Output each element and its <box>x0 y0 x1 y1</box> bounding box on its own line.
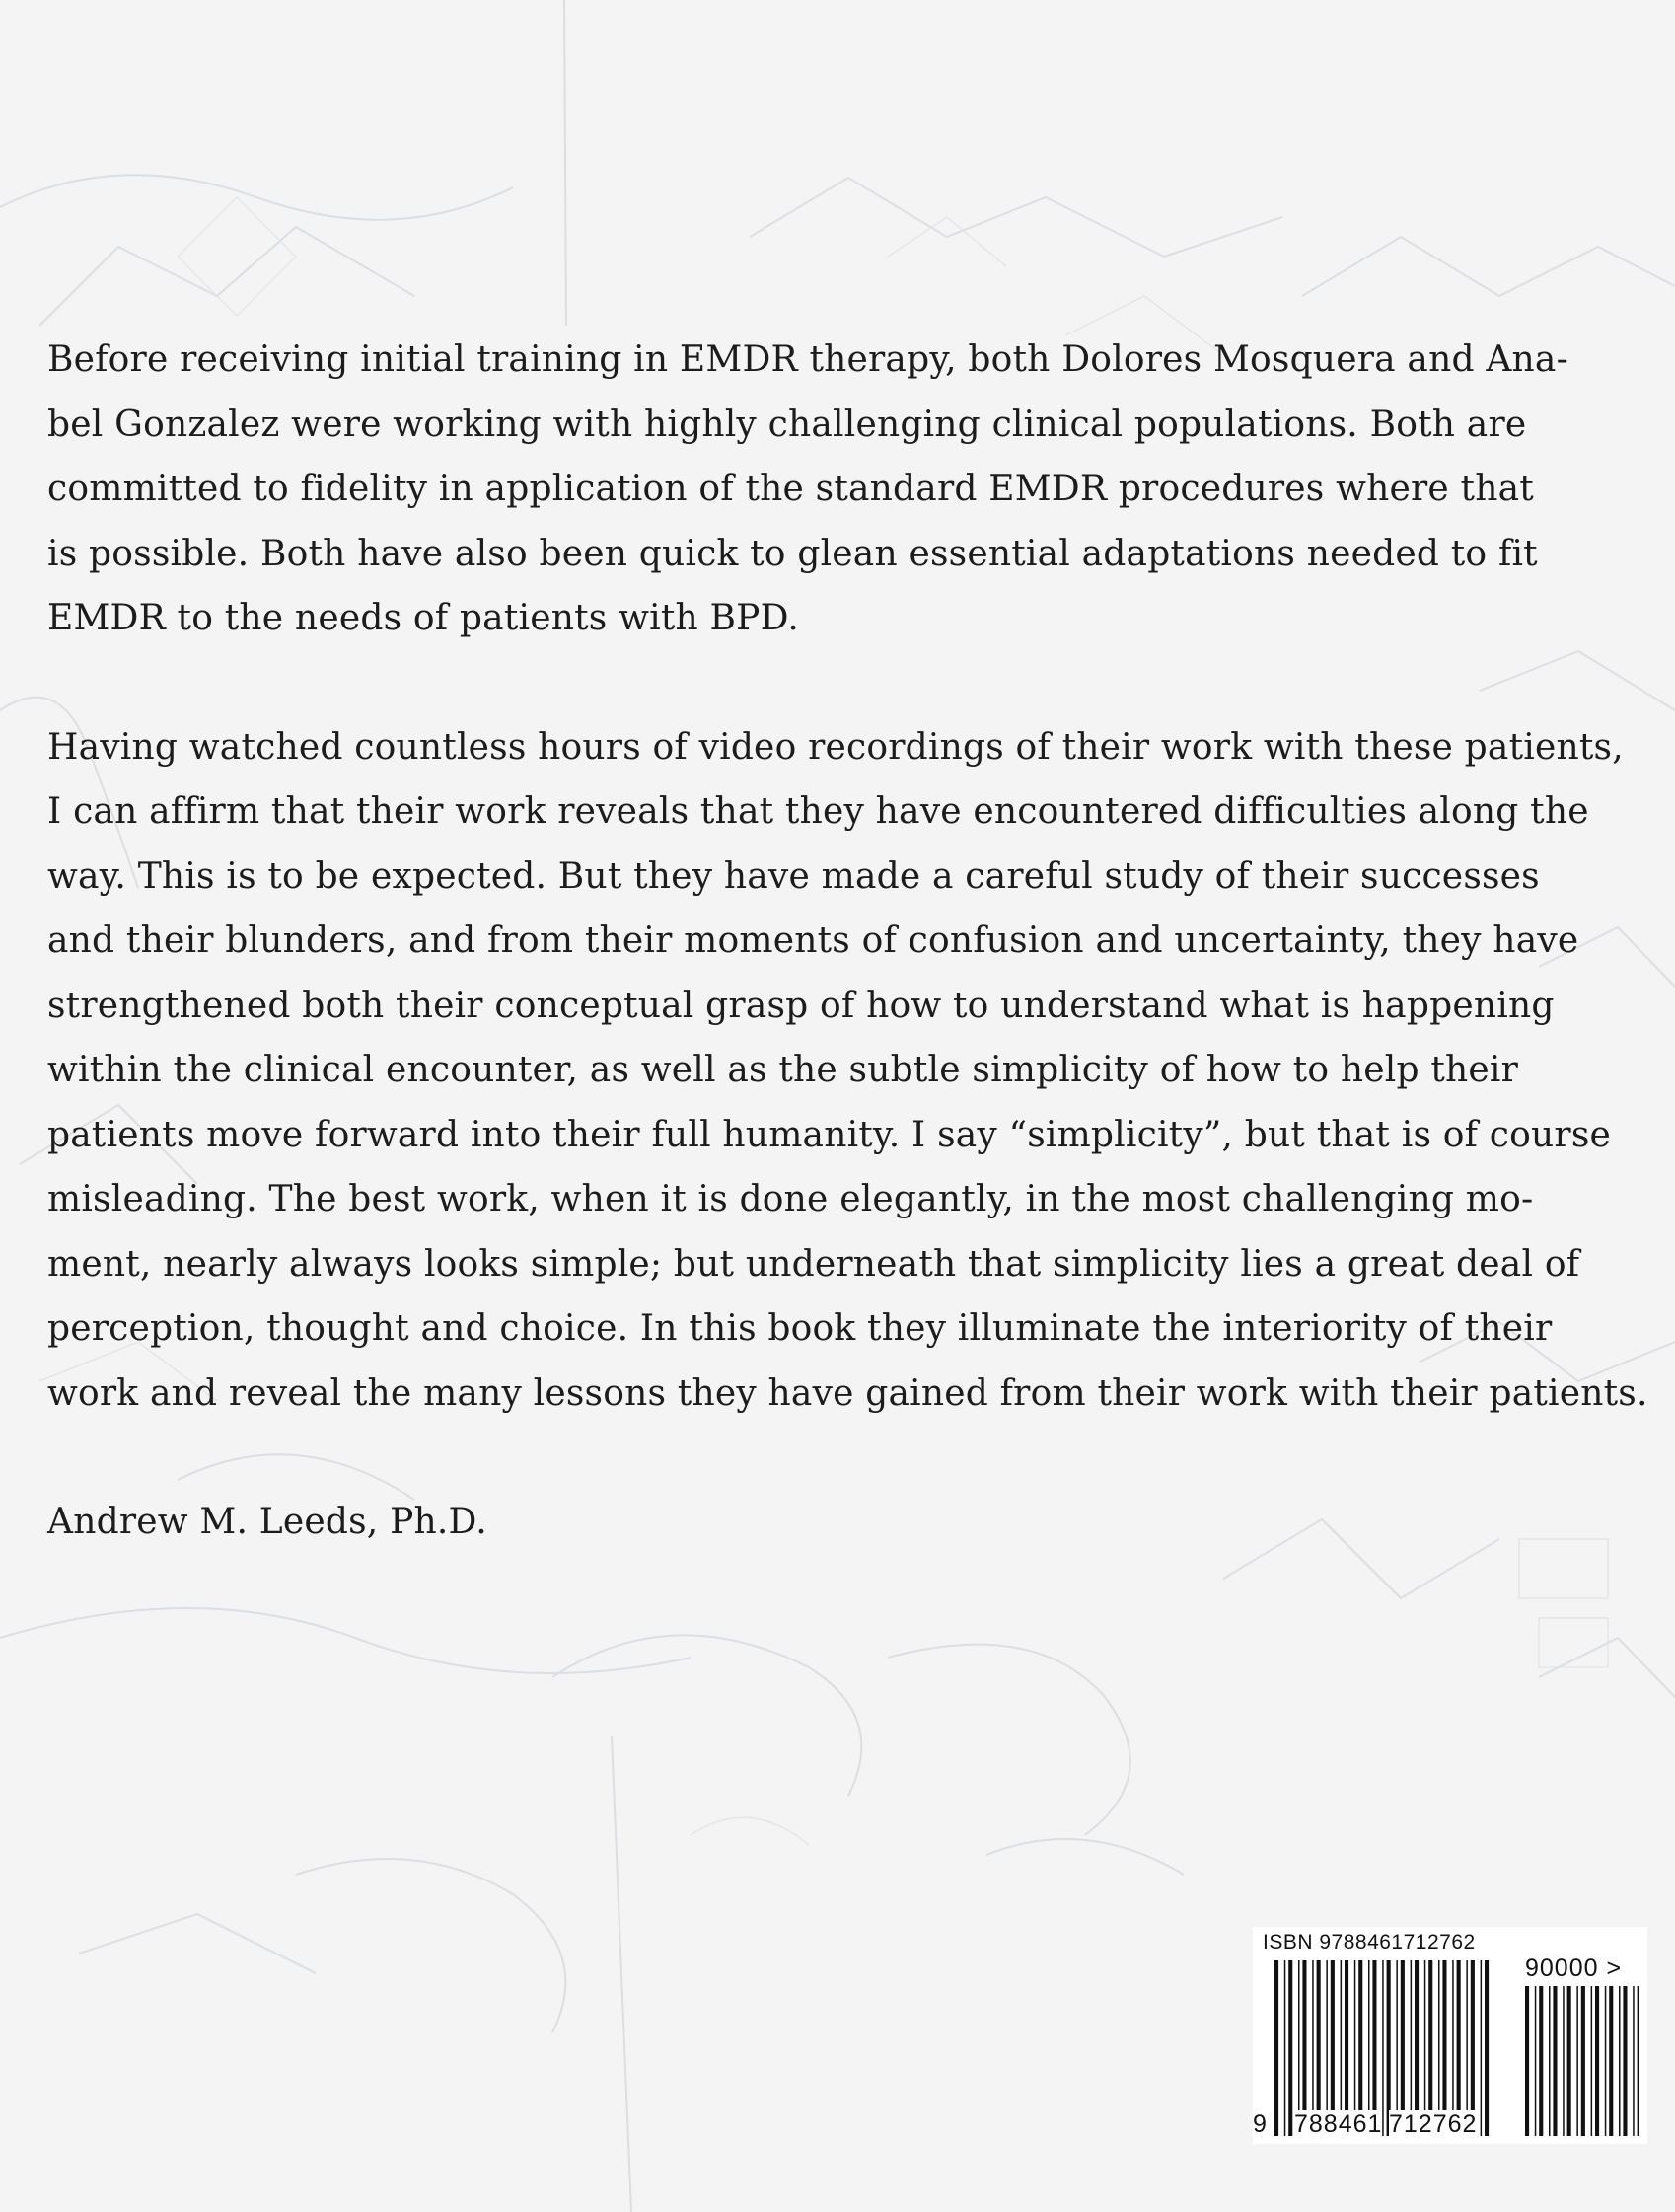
blurb-paragraph-1 <box>47 328 1586 651</box>
barcode-bar <box>1609 1986 1613 2136</box>
barcode-bar <box>1591 1986 1593 2136</box>
barcode-bar <box>1633 1986 1635 2136</box>
barcode-digits-right: 712762 <box>1389 2110 1478 2138</box>
blurb-line: work and reveal the many lessons they have gained from their work with their patients. <box>47 1372 1648 1414</box>
price-code: 90000 > <box>1525 1954 1623 1982</box>
barcode-digits-left: 788461 <box>1294 2110 1383 2138</box>
blurb-paragraph-2 <box>47 715 1648 1427</box>
barcode-bar <box>1284 1960 1286 2136</box>
blurb-line: patients move forward into their full humanity. I say “simplicity”, but that is of course <box>47 1114 1612 1155</box>
barcode-bar <box>1553 1986 1557 2136</box>
barcode-bar <box>1535 1986 1537 2136</box>
barcode-digit-first: 9 <box>1253 2110 1268 2138</box>
barcode-bar <box>1638 1986 1639 2136</box>
barcode-bar <box>1539 1986 1543 2136</box>
blurb-line: misleading. The best work, when it is done elegantly, in the most challenging mo- <box>47 1179 1534 1219</box>
barcode-bar <box>1567 1986 1571 2136</box>
barcode-bar <box>1549 1986 1551 2136</box>
blurb-line: I can affirm that their work reveals that they have encountered difficulties along the <box>47 791 1589 832</box>
barcode-bar <box>1595 1986 1599 2136</box>
barcode-bar <box>1274 1960 1278 2136</box>
blurb-line: perception, thought and choice. In this book they illuminate the interiority of their <box>47 1308 1553 1349</box>
blurb-line: Having watched countless hours of video recordings of their work with these patients, <box>47 726 1624 768</box>
barcode-bar <box>1581 1986 1585 2136</box>
barcode-bar <box>1525 1986 1529 2136</box>
blurb-line: and their blunders, and from their moments of confusion and uncertainty, they have <box>47 921 1579 961</box>
blurb-line: ment, nearly always looks simple; but underneath that simplicity lies a great deal of <box>47 1243 1580 1285</box>
isbn-barcode <box>1253 1927 1647 2144</box>
blurb-line: way. This is to be expected. But they have made a careful study of their successes <box>47 855 1540 897</box>
barcode-bar <box>1623 1986 1627 2136</box>
blurb-line: bel Gonzalez were working with highly challenging clinical populations. Both are <box>47 404 1527 445</box>
barcode-bar <box>1563 1986 1565 2136</box>
blurb-line: Before receiving initial training in EMDR therapy, both Dolores Mosquera and Ana- <box>47 339 1568 380</box>
blurb-line: strengthened both their conceptual grasp of how to understand what is happening <box>47 985 1555 1026</box>
blurb-signature: Andrew M. Leeds, Ph.D. <box>47 1502 487 1542</box>
blurb-line: EMDR to the needs of patients with BPD. <box>47 598 800 638</box>
barcode-bar <box>1619 1986 1621 2136</box>
blurb-line: committed to fidelity in application of the standard EMDR procedures where that <box>47 469 1534 509</box>
barcode-bar <box>1481 1960 1483 2136</box>
barcode-bar <box>1485 1960 1489 2136</box>
barcode-bar <box>1576 1986 1578 2136</box>
back-cover-blurb <box>47 328 1648 1555</box>
barcode-bar <box>1288 1960 1292 2136</box>
barcode-bar <box>1605 1986 1607 2136</box>
blurb-line: is possible. Both have also been quick to glean essential adaptations needed to fit <box>47 533 1538 574</box>
isbn-label: ISBN 9788461712762 <box>1263 1931 1476 1954</box>
blurb-line: within the clinical encounter, as well as the subtle simplicity of how to help their <box>47 1050 1519 1090</box>
